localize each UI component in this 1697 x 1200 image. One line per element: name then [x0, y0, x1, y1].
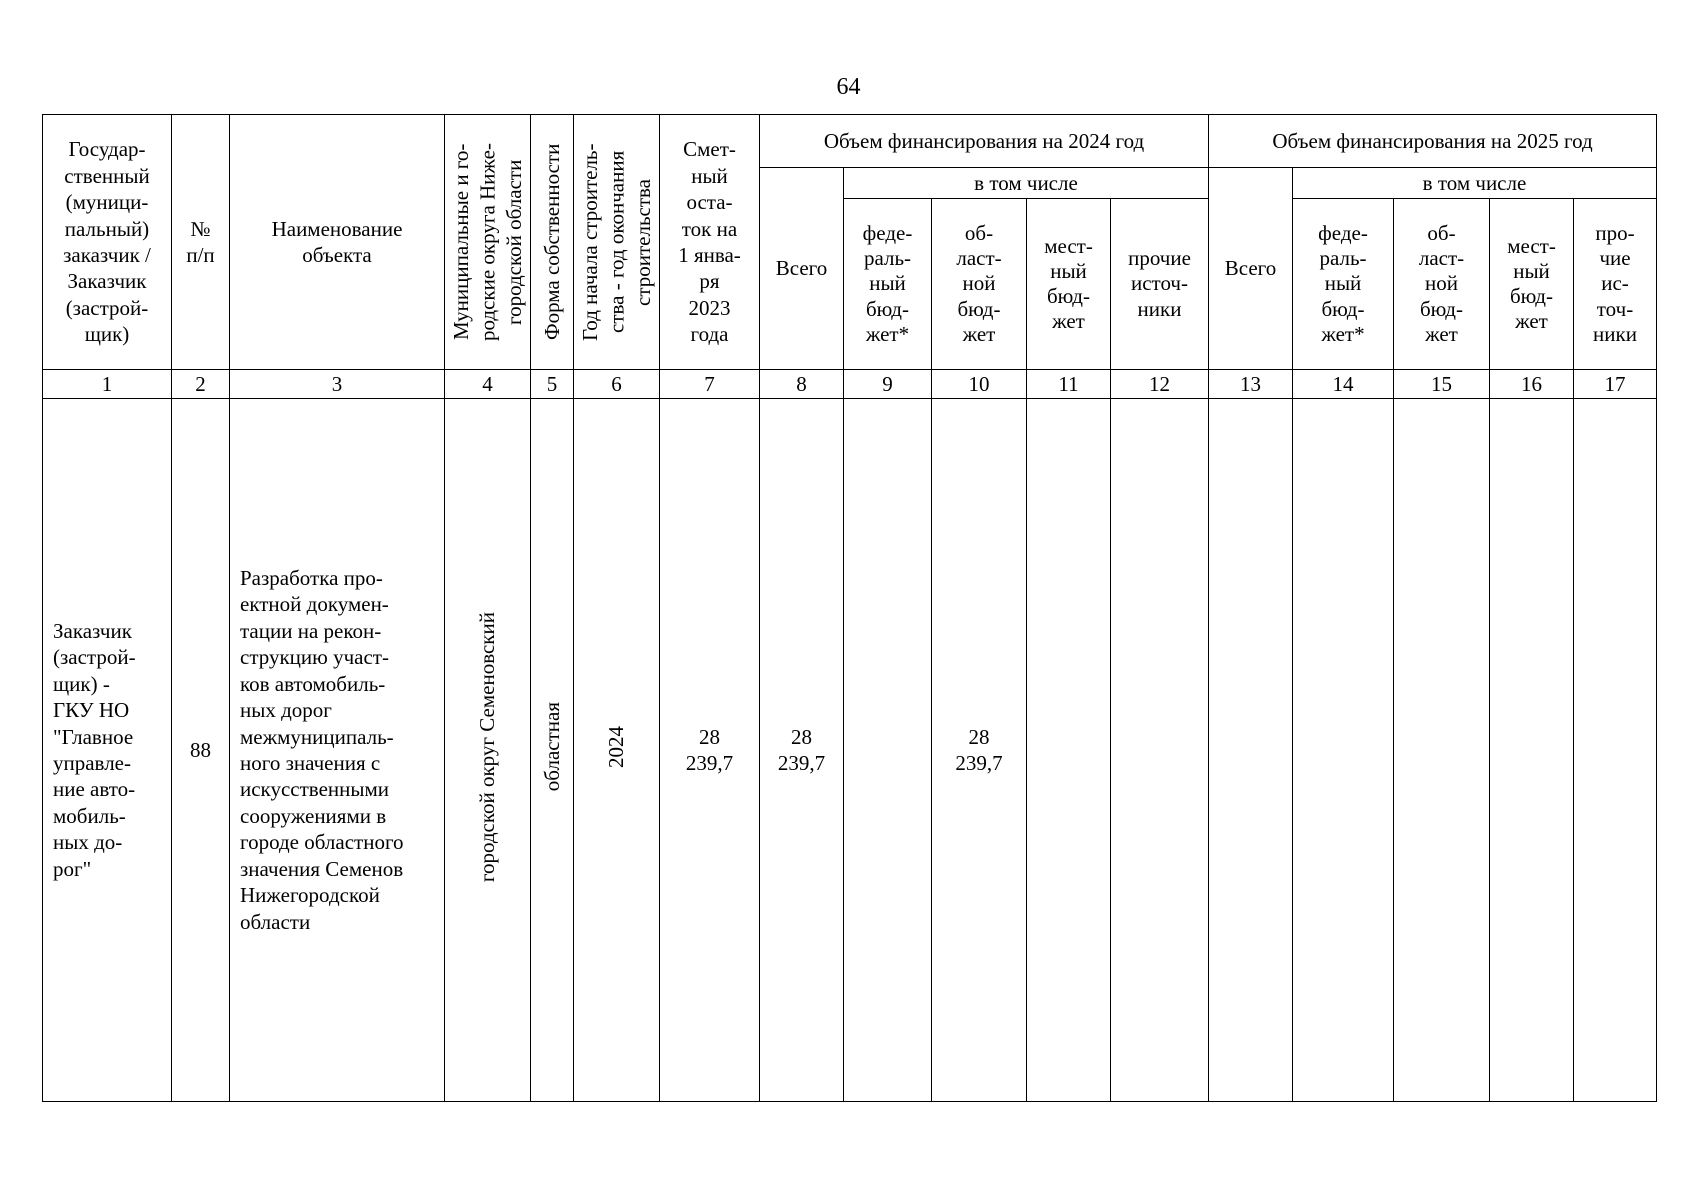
- header-ownership-cell: [531, 115, 574, 370]
- header-including-2024: в том числе: [844, 168, 1209, 199]
- header-including-2025: в том числе: [1293, 168, 1657, 199]
- row-other-2025: [1574, 399, 1657, 1102]
- header-ownership-form: Форма собственности: [539, 143, 564, 341]
- column-number: 16: [1490, 370, 1574, 399]
- header-federal-2025: феде- раль- ный бюд- жет*: [1293, 199, 1394, 370]
- column-number: 3: [230, 370, 445, 399]
- column-number: 14: [1293, 370, 1394, 399]
- header-num: № п/п: [172, 115, 230, 370]
- column-number: 10: [932, 370, 1027, 399]
- row-district: городской округ Семеновский: [475, 611, 500, 882]
- row-year: 2024: [604, 725, 629, 768]
- column-number: 13: [1209, 370, 1293, 399]
- row-district-cell: [445, 399, 531, 1102]
- table-row: [43, 399, 1657, 1102]
- row-customer: Заказчик (застрой- щик) - ГКУ НО "Главное управле- ние авто- мобиль- ных до- рог": [43, 399, 172, 1102]
- row-other-2024: [1111, 399, 1209, 1102]
- header-customer: Государ- ственный (муници- пальный) заказчик / Заказчик (застрой- щик): [43, 115, 172, 370]
- row-num: 88: [172, 399, 230, 1102]
- row-total-2025: [1209, 399, 1293, 1102]
- header-total-2024: Всего: [760, 168, 844, 370]
- header-years: Год начала строитель- ства - год окончания строительства: [577, 143, 655, 341]
- column-number: 5: [531, 370, 574, 399]
- header-object-name: Наименование объекта: [230, 115, 445, 370]
- header-local-2024: мест- ный бюд- жет: [1027, 199, 1111, 370]
- row-total-2024: 28 239,7: [760, 399, 844, 1102]
- column-number: 2: [172, 370, 230, 399]
- row-regional-2025: [1394, 399, 1490, 1102]
- column-number: 17: [1574, 370, 1657, 399]
- page-number: 64: [836, 74, 861, 100]
- header-funding-2025: Объем финансирования на 2025 год: [1209, 115, 1657, 168]
- column-number: 9: [844, 370, 932, 399]
- row-object-name: Разработка про- ектной докумен- тации на рекон- струкцию участ- ков автомобиль- ных дорог межмуниципаль- ного значения с искусственными сооружениями в городе областного значения Семенов Нижегородской области: [230, 399, 445, 1102]
- row-local-2024: [1027, 399, 1111, 1102]
- header-federal-2024: феде- раль- ный бюд- жет*: [844, 199, 932, 370]
- header-other-2024: прочие источ- ники: [1111, 199, 1209, 370]
- column-number: 7: [660, 370, 760, 399]
- financing-table: [42, 114, 1657, 1102]
- row-ownership-cell: [531, 399, 574, 1102]
- header-funding-2024: Объем финансирования на 2024 год: [760, 115, 1209, 168]
- header-regional-2025: об- ласт- ной бюд- жет: [1394, 199, 1490, 370]
- row-federal-2024: [844, 399, 932, 1102]
- row-federal-2025: [1293, 399, 1394, 1102]
- header-regional-2024: об- ласт- ной бюд- жет: [932, 199, 1027, 370]
- row-local-2025: [1490, 399, 1574, 1102]
- column-number: 15: [1394, 370, 1490, 399]
- header-estimated-balance: Смет- ный оста- ток на 1 янва- ря 2023 года: [660, 115, 760, 370]
- column-number: 12: [1111, 370, 1209, 399]
- row-regional-2024: 28 239,7: [932, 399, 1027, 1102]
- row-estimated-balance: 28 239,7: [660, 399, 760, 1102]
- header-local-2025: мест- ный бюд- жет: [1490, 199, 1574, 370]
- header-other-2025: про- чие ис- точ- ники: [1574, 199, 1657, 370]
- column-number: 6: [574, 370, 660, 399]
- header-total-2025: Всего: [1209, 168, 1293, 370]
- column-number: 4: [445, 370, 531, 399]
- row-year-cell: [574, 399, 660, 1102]
- header-municipal-district: Муниципальные и го- родские округа Ниже- городской области: [448, 143, 526, 341]
- column-number: 1: [43, 370, 172, 399]
- column-number: 11: [1027, 370, 1111, 399]
- row-ownership: областная: [539, 702, 564, 792]
- column-number: 8: [760, 370, 844, 399]
- header-years-cell: [574, 115, 660, 370]
- header-municipal-district-cell: [445, 115, 531, 370]
